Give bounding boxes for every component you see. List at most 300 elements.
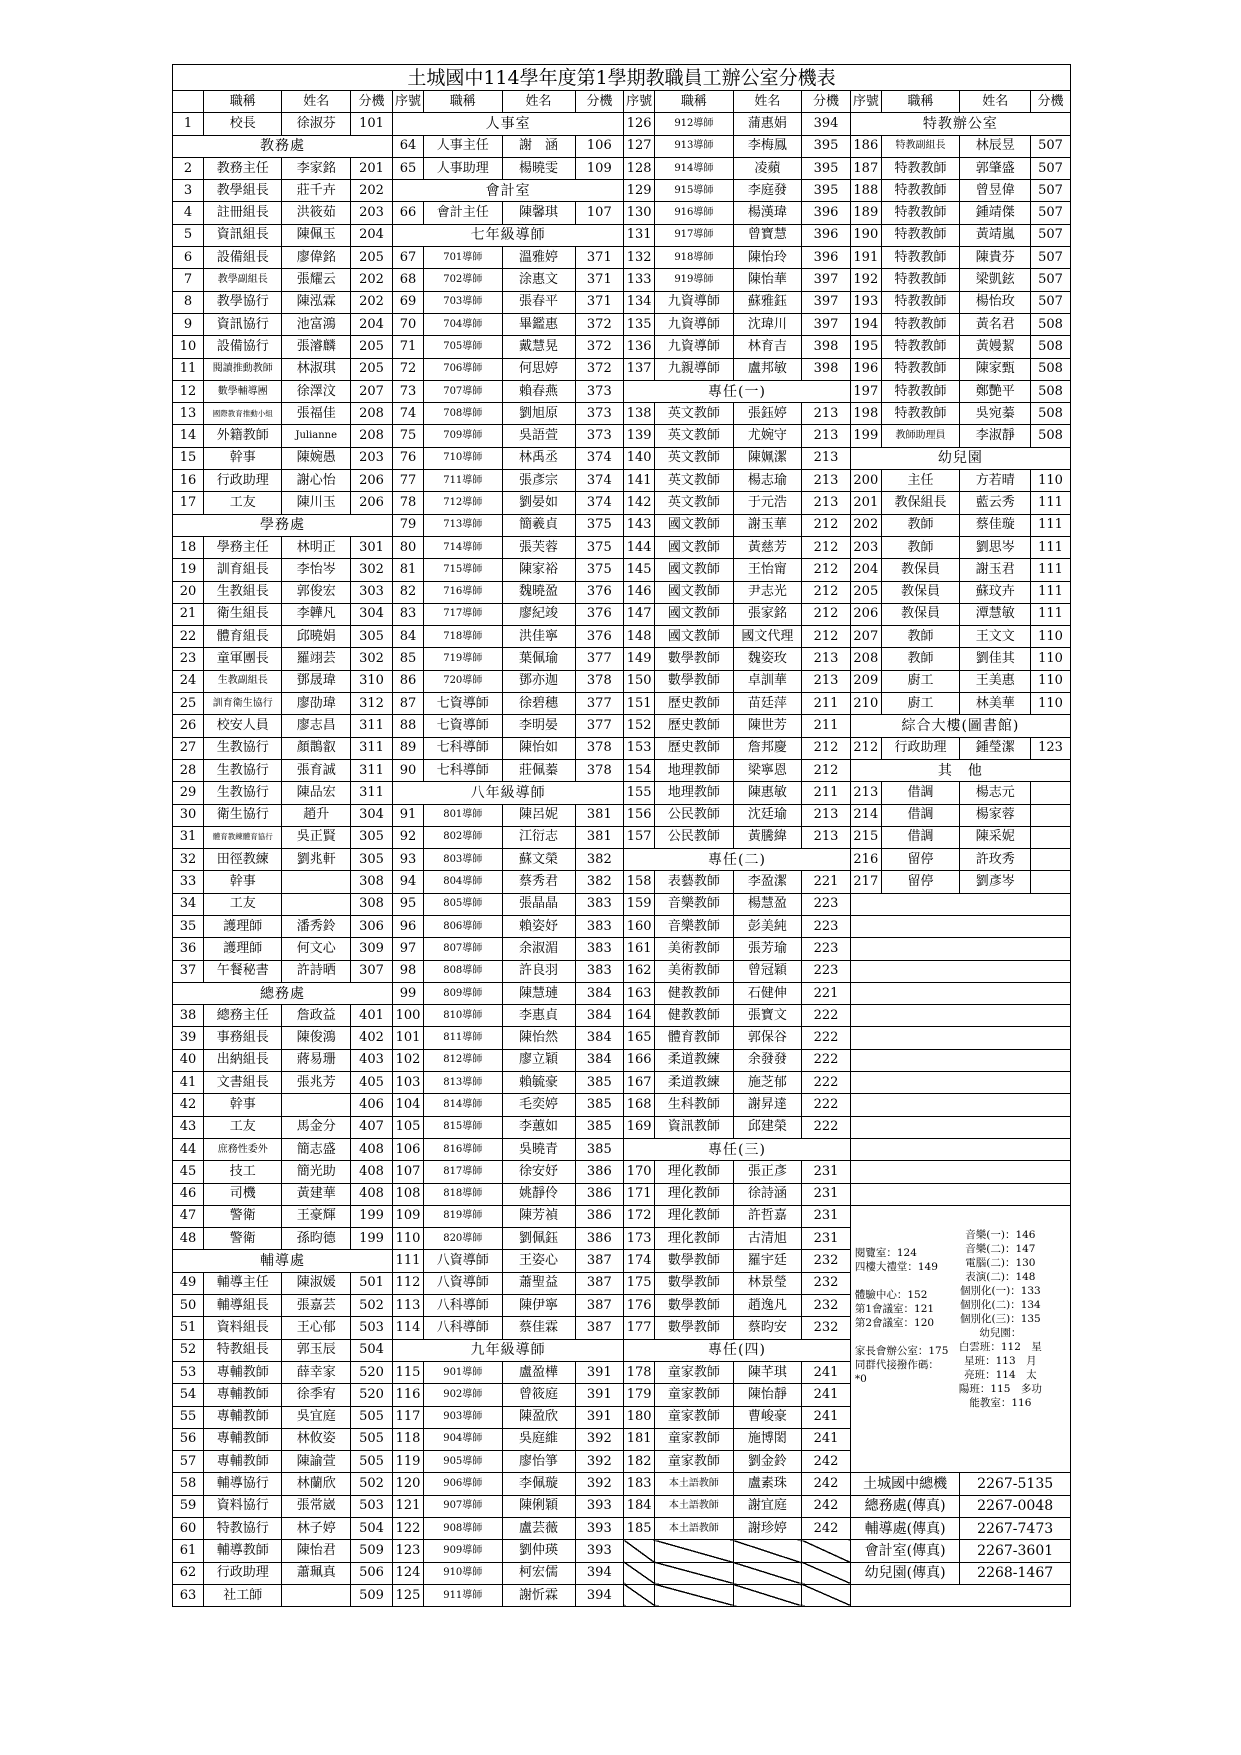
seq-cell: 31 bbox=[173, 826, 204, 848]
ext-cell: 377 bbox=[575, 693, 624, 715]
name-cell: 葉佩瑜 bbox=[502, 648, 575, 670]
ext-cell: 386 bbox=[575, 1161, 624, 1183]
seq-cell: 29 bbox=[173, 782, 204, 804]
name-cell: 沈瑋川 bbox=[733, 313, 802, 335]
ext-cell: 507 bbox=[1031, 269, 1071, 291]
title-cell: 歷史教師 bbox=[655, 715, 734, 737]
ext-cell: 212 bbox=[802, 581, 851, 603]
ext-cell: 384 bbox=[575, 982, 624, 1004]
table-row bbox=[173, 447, 1071, 469]
ext-cell: 223 bbox=[802, 960, 851, 982]
ext-cell: 391 bbox=[575, 1384, 624, 1406]
seq-cell: 183 bbox=[624, 1473, 655, 1495]
title-cell: 體育教練體育協行 bbox=[203, 826, 282, 848]
title-cell: 特教教師 bbox=[881, 224, 960, 246]
title-cell: 特教教師 bbox=[881, 157, 960, 179]
seq-header: 序號 bbox=[850, 91, 881, 113]
ext-cell: 222 bbox=[802, 1005, 851, 1027]
ext-cell: 231 bbox=[802, 1183, 851, 1205]
seq-cell: 191 bbox=[850, 247, 881, 269]
title-cell: 916導師 bbox=[655, 202, 734, 224]
ext-cell: 106 bbox=[575, 135, 624, 157]
title-cell: 表藝教師 bbox=[655, 871, 734, 893]
title-cell: 行政助理 bbox=[203, 470, 282, 492]
ext-cell: 508 bbox=[1031, 403, 1071, 425]
name-cell: Julianne bbox=[282, 425, 351, 447]
title-cell: 國文教師 bbox=[655, 626, 734, 648]
name-cell: 簡志盛 bbox=[282, 1138, 351, 1160]
seq-cell: 178 bbox=[624, 1361, 655, 1383]
ext-cell: 211 bbox=[802, 782, 851, 804]
ext-cell: 231 bbox=[802, 1228, 851, 1250]
title-cell: 出納組長 bbox=[203, 1049, 282, 1071]
seq-cell: 152 bbox=[624, 715, 655, 737]
title-cell: 理化教師 bbox=[655, 1161, 734, 1183]
name-cell: 徐碧穗 bbox=[502, 693, 575, 715]
name-cell: 洪筱茹 bbox=[282, 202, 351, 224]
seq-cell: 33 bbox=[173, 871, 204, 893]
ext-cell: 206 bbox=[351, 492, 393, 514]
seq-cell: 156 bbox=[624, 804, 655, 826]
empty-slot bbox=[624, 1584, 655, 1606]
ext-cell: 110 bbox=[1031, 670, 1071, 692]
title-cell: 814導師 bbox=[424, 1094, 503, 1116]
title-cell: 留停 bbox=[881, 871, 960, 893]
table-row bbox=[173, 202, 1071, 224]
ext-cell: 385 bbox=[575, 1072, 624, 1094]
name-cell: 王美惠 bbox=[960, 670, 1031, 692]
ext-cell: 504 bbox=[351, 1518, 393, 1540]
name-cell: 吳語萱 bbox=[502, 425, 575, 447]
name-cell: 曾筱庭 bbox=[502, 1384, 575, 1406]
name-cell: 賴姿妤 bbox=[502, 915, 575, 937]
ext-header: 分機 bbox=[575, 91, 624, 113]
phone-number: 2267-0048 bbox=[960, 1495, 1071, 1517]
name-cell: 李梅鳳 bbox=[733, 135, 802, 157]
name-cell: 池富鴻 bbox=[282, 313, 351, 335]
table-row bbox=[173, 1540, 1071, 1562]
ext-cell: 207 bbox=[351, 380, 393, 402]
name-cell: 張正彥 bbox=[733, 1161, 802, 1183]
name-cell: 張彥宗 bbox=[502, 470, 575, 492]
seq-cell: 70 bbox=[393, 313, 424, 335]
title-cell: 幹事 bbox=[203, 1094, 282, 1116]
table-row bbox=[173, 581, 1071, 603]
ext-cell: 301 bbox=[351, 536, 393, 558]
seq-cell: 57 bbox=[173, 1451, 204, 1473]
seq-cell: 174 bbox=[624, 1250, 655, 1272]
table-row bbox=[173, 1518, 1071, 1540]
name-cell: 蕭珮真 bbox=[282, 1562, 351, 1584]
title-cell: 特教副組長 bbox=[881, 135, 960, 157]
name-cell: 劉晏如 bbox=[502, 492, 575, 514]
title-cell: 專輔教師 bbox=[203, 1428, 282, 1450]
table-row bbox=[173, 470, 1071, 492]
title-cell: 設備協行 bbox=[203, 336, 282, 358]
phone-label: 土城國中總機 bbox=[850, 1473, 959, 1495]
ext-cell: 205 bbox=[351, 358, 393, 380]
title-cell: 理化教師 bbox=[655, 1228, 734, 1250]
section-header: 專任(三) bbox=[624, 1138, 851, 1160]
title-cell: 九親導師 bbox=[655, 358, 734, 380]
name-cell: 余淑湄 bbox=[502, 938, 575, 960]
note-line: *0 bbox=[854, 1372, 867, 1385]
ext-cell: 212 bbox=[802, 603, 851, 625]
ext-cell: 241 bbox=[802, 1406, 851, 1428]
seq-cell: 199 bbox=[850, 425, 881, 447]
table-row bbox=[173, 313, 1071, 335]
seq-cell: 145 bbox=[624, 559, 655, 581]
table-row bbox=[173, 1005, 1071, 1027]
ext-cell: 213 bbox=[802, 425, 851, 447]
seq-cell: 214 bbox=[850, 804, 881, 826]
name-cell: 楊家蓉 bbox=[960, 804, 1031, 826]
name-cell: 郭玉辰 bbox=[282, 1339, 351, 1361]
ext-cell: 376 bbox=[575, 626, 624, 648]
ext-cell: 204 bbox=[351, 313, 393, 335]
title-cell: 707導師 bbox=[424, 380, 503, 402]
ext-cell: 396 bbox=[802, 202, 851, 224]
name-cell: 于元浩 bbox=[733, 492, 802, 514]
seq-cell: 92 bbox=[393, 826, 424, 848]
title-cell: 801導師 bbox=[424, 804, 503, 826]
seq-cell: 189 bbox=[850, 202, 881, 224]
seq-cell: 10 bbox=[173, 336, 204, 358]
ext-cell: 242 bbox=[802, 1495, 851, 1517]
ext-cell: 223 bbox=[802, 893, 851, 915]
ext-cell: 202 bbox=[351, 269, 393, 291]
seq-cell: 185 bbox=[624, 1518, 655, 1540]
title-cell: 資料組長 bbox=[203, 1317, 282, 1339]
name-cell: 張晶晶 bbox=[502, 893, 575, 915]
ext-cell: 507 bbox=[1031, 157, 1071, 179]
seq-cell: 117 bbox=[393, 1406, 424, 1428]
name-cell: 林景瑩 bbox=[733, 1272, 802, 1294]
title-cell: 九資導師 bbox=[655, 291, 734, 313]
title-cell: 特教教師 bbox=[881, 336, 960, 358]
seq-cell: 53 bbox=[173, 1361, 204, 1383]
ext-cell: 213 bbox=[802, 670, 851, 692]
seq-cell: 94 bbox=[393, 871, 424, 893]
title-cell: 輔導主任 bbox=[203, 1272, 282, 1294]
seq-header: 序號 bbox=[393, 91, 424, 113]
name-cell: 戴慧晃 bbox=[502, 336, 575, 358]
ext-cell: 213 bbox=[802, 648, 851, 670]
table-row bbox=[173, 871, 1071, 893]
seq-header: 序號 bbox=[624, 91, 655, 113]
seq-cell: 118 bbox=[393, 1428, 424, 1450]
title-cell: 人事助理 bbox=[424, 157, 503, 179]
ext-cell: 391 bbox=[575, 1361, 624, 1383]
title-cell: 總務主任 bbox=[203, 1005, 282, 1027]
ext-cell: 393 bbox=[575, 1518, 624, 1540]
empty-cell bbox=[850, 893, 1070, 915]
title-cell: 國文教師 bbox=[655, 514, 734, 536]
empty-cell bbox=[850, 960, 1070, 982]
note-line: 白雲班：112 星 bbox=[958, 1340, 1042, 1353]
ext-cell: 395 bbox=[802, 180, 851, 202]
seq-cell: 88 bbox=[393, 715, 424, 737]
seq-cell: 111 bbox=[393, 1250, 424, 1272]
title-cell: 國文教師 bbox=[655, 603, 734, 625]
title-cell: 衛生協行 bbox=[203, 804, 282, 826]
seq-cell: 54 bbox=[173, 1384, 204, 1406]
seq-cell: 119 bbox=[393, 1451, 424, 1473]
seq-cell: 50 bbox=[173, 1295, 204, 1317]
phone-label: 幼兒園(傳真) bbox=[850, 1562, 959, 1584]
name-cell: 廖立穎 bbox=[502, 1049, 575, 1071]
name-cell: 陳品宏 bbox=[282, 782, 351, 804]
name-cell: 陳泓霖 bbox=[282, 291, 351, 313]
seq-cell: 213 bbox=[850, 782, 881, 804]
title-cell: 特教教師 bbox=[881, 313, 960, 335]
name-cell: 李惠貞 bbox=[502, 1005, 575, 1027]
title-cell: 教學副組長 bbox=[203, 269, 282, 291]
seq-cell: 8 bbox=[173, 291, 204, 313]
ext-cell: 111 bbox=[1031, 603, 1071, 625]
title-cell: 813導師 bbox=[424, 1072, 503, 1094]
name-cell bbox=[282, 871, 351, 893]
seq-cell: 35 bbox=[173, 915, 204, 937]
title-cell: 庶務性委外 bbox=[203, 1138, 282, 1160]
note-line: 個別化(三)：135 bbox=[960, 1312, 1041, 1325]
name-cell: 溫雅婷 bbox=[502, 247, 575, 269]
room-notes-left bbox=[855, 1246, 949, 1386]
title-cell: 美術教師 bbox=[655, 938, 734, 960]
ext-cell bbox=[1031, 782, 1071, 804]
ext-cell: 307 bbox=[351, 960, 393, 982]
title-cell: 本土語教師 bbox=[655, 1495, 734, 1517]
table-row bbox=[173, 737, 1071, 759]
ext-cell: 503 bbox=[351, 1317, 393, 1339]
seq-cell: 22 bbox=[173, 626, 204, 648]
ext-cell: 111 bbox=[1031, 492, 1071, 514]
name-cell: 陳慧璉 bbox=[502, 982, 575, 1004]
title-cell: 710導師 bbox=[424, 447, 503, 469]
seq-cell: 153 bbox=[624, 737, 655, 759]
title-cell: 817導師 bbox=[424, 1161, 503, 1183]
name-cell: 陳怡君 bbox=[282, 1540, 351, 1562]
ext-cell: 202 bbox=[351, 180, 393, 202]
name-cell: 陳盈欣 bbox=[502, 1406, 575, 1428]
ext-cell: 211 bbox=[802, 693, 851, 715]
empty-cell bbox=[850, 1049, 1070, 1071]
name-cell: 張福佳 bbox=[282, 403, 351, 425]
ext-cell: 507 bbox=[1031, 202, 1071, 224]
title-cell: 本土語教師 bbox=[655, 1518, 734, 1540]
ext-cell: 373 bbox=[575, 425, 624, 447]
title-cell: 專輔教師 bbox=[203, 1406, 282, 1428]
ext-cell: 241 bbox=[802, 1428, 851, 1450]
name-cell: 張嘉芸 bbox=[282, 1295, 351, 1317]
extension-table bbox=[172, 90, 1071, 1607]
ext-cell: 222 bbox=[802, 1116, 851, 1138]
title-cell: 留停 bbox=[881, 849, 960, 871]
ext-cell: 376 bbox=[575, 603, 624, 625]
ext-cell: 208 bbox=[351, 425, 393, 447]
seq-cell: 141 bbox=[624, 470, 655, 492]
title-cell: 教師 bbox=[881, 626, 960, 648]
seq-cell: 134 bbox=[624, 291, 655, 313]
title-cell: 人事主任 bbox=[424, 135, 503, 157]
name-cell: 涂惠文 bbox=[502, 269, 575, 291]
ext-cell: 308 bbox=[351, 893, 393, 915]
seq-cell: 192 bbox=[850, 269, 881, 291]
ext-cell: 383 bbox=[575, 960, 624, 982]
title-cell: 812導師 bbox=[424, 1049, 503, 1071]
seq-cell: 91 bbox=[393, 804, 424, 826]
seq-cell: 168 bbox=[624, 1094, 655, 1116]
name-header: 姓名 bbox=[502, 91, 575, 113]
seq-cell: 114 bbox=[393, 1317, 424, 1339]
seq-cell: 204 bbox=[850, 559, 881, 581]
name-cell: 蘇玟卉 bbox=[960, 581, 1031, 603]
table-row bbox=[173, 380, 1071, 402]
note-line: 能教室：116 bbox=[969, 1396, 1032, 1409]
seq-cell: 46 bbox=[173, 1183, 204, 1205]
ext-cell: 242 bbox=[802, 1518, 851, 1540]
name-cell: 張常崴 bbox=[282, 1495, 351, 1517]
ext-cell: 520 bbox=[351, 1384, 393, 1406]
title-cell: 主任 bbox=[881, 470, 960, 492]
title-cell: 717導師 bbox=[424, 603, 503, 625]
name-cell: 盧盈樺 bbox=[502, 1361, 575, 1383]
seq-cell: 108 bbox=[393, 1183, 424, 1205]
name-cell: 謝玉華 bbox=[733, 514, 802, 536]
name-cell: 林攸姿 bbox=[282, 1428, 351, 1450]
ext-cell: 387 bbox=[575, 1272, 624, 1294]
name-cell: 趙升 bbox=[282, 804, 351, 826]
title-cell: 理化教師 bbox=[655, 1205, 734, 1227]
name-cell: 凌蘋 bbox=[733, 157, 802, 179]
name-cell: 黃嫚絜 bbox=[960, 336, 1031, 358]
ext-cell: 205 bbox=[351, 247, 393, 269]
note-line: 第2會議室：120 bbox=[854, 1316, 935, 1329]
seq-cell: 198 bbox=[850, 403, 881, 425]
name-cell: 徐季宥 bbox=[282, 1384, 351, 1406]
ext-cell: 199 bbox=[351, 1205, 393, 1227]
title-cell: 廚工 bbox=[881, 670, 960, 692]
seq-cell: 150 bbox=[624, 670, 655, 692]
name-cell: 蘇文榮 bbox=[502, 849, 575, 871]
name-cell: 李庭發 bbox=[733, 180, 802, 202]
name-cell: 張寶文 bbox=[733, 1005, 802, 1027]
table-row bbox=[173, 291, 1071, 313]
name-cell: 江衍志 bbox=[502, 826, 575, 848]
name-cell: 吳正賢 bbox=[282, 826, 351, 848]
seq-cell: 77 bbox=[393, 470, 424, 492]
name-cell: 謝玉君 bbox=[960, 559, 1031, 581]
ext-cell: 311 bbox=[351, 715, 393, 737]
table-row bbox=[173, 670, 1071, 692]
seq-header bbox=[173, 91, 204, 113]
seq-cell: 190 bbox=[850, 224, 881, 246]
ext-cell: 374 bbox=[575, 447, 624, 469]
phone-number: 2267-3601 bbox=[960, 1540, 1071, 1562]
name-cell: 曾冠穎 bbox=[733, 960, 802, 982]
title-header: 職稱 bbox=[655, 91, 734, 113]
seq-cell: 67 bbox=[393, 247, 424, 269]
title-cell: 819導師 bbox=[424, 1205, 503, 1227]
note-line: 表演(二)：148 bbox=[965, 1270, 1036, 1283]
title-cell: 904導師 bbox=[424, 1428, 503, 1450]
name-cell: 蔡秀君 bbox=[502, 871, 575, 893]
name-cell: 陳佩玉 bbox=[282, 224, 351, 246]
title-cell: 護理師 bbox=[203, 938, 282, 960]
title-cell: 八資導師 bbox=[424, 1272, 503, 1294]
seq-cell: 73 bbox=[393, 380, 424, 402]
title-cell: 914導師 bbox=[655, 157, 734, 179]
name-cell: 國文代理 bbox=[733, 626, 802, 648]
name-cell: 鄧亦迦 bbox=[502, 670, 575, 692]
title-cell: 802導師 bbox=[424, 826, 503, 848]
seq-cell: 65 bbox=[393, 157, 424, 179]
seq-cell: 75 bbox=[393, 425, 424, 447]
ext-cell: 398 bbox=[802, 358, 851, 380]
table-row bbox=[173, 715, 1071, 737]
table-row bbox=[173, 135, 1071, 157]
title-cell: 童家教師 bbox=[655, 1451, 734, 1473]
name-cell: 尤婉守 bbox=[733, 425, 802, 447]
title-cell: 906導師 bbox=[424, 1473, 503, 1495]
name-cell: 蕭聖益 bbox=[502, 1272, 575, 1294]
name-header: 姓名 bbox=[282, 91, 351, 113]
name-cell: 許詩晒 bbox=[282, 960, 351, 982]
ext-cell: 241 bbox=[802, 1361, 851, 1383]
seq-cell: 169 bbox=[624, 1116, 655, 1138]
ext-cell: 206 bbox=[351, 470, 393, 492]
ext-cell: 223 bbox=[802, 938, 851, 960]
name-cell: 蔡佳霖 bbox=[502, 1317, 575, 1339]
title-cell: 事務組長 bbox=[203, 1027, 282, 1049]
name-cell: 梁寧恩 bbox=[733, 759, 802, 781]
title-cell: 資訊協行 bbox=[203, 313, 282, 335]
title-cell: 數學教師 bbox=[655, 648, 734, 670]
title-cell: 七資導師 bbox=[424, 715, 503, 737]
ext-cell: 212 bbox=[802, 626, 851, 648]
name-cell: 劉金鈴 bbox=[733, 1451, 802, 1473]
table-row bbox=[173, 492, 1071, 514]
seq-cell: 84 bbox=[393, 626, 424, 648]
seq-cell: 135 bbox=[624, 313, 655, 335]
table-row bbox=[173, 247, 1071, 269]
name-cell: 廖怡箏 bbox=[502, 1451, 575, 1473]
title-cell: 本土語教師 bbox=[655, 1473, 734, 1495]
ext-cell: 110 bbox=[1031, 626, 1071, 648]
ext-cell: 387 bbox=[575, 1250, 624, 1272]
table-row bbox=[173, 403, 1071, 425]
name-cell: 簡羲貞 bbox=[502, 514, 575, 536]
title-header: 職稱 bbox=[881, 91, 960, 113]
ext-cell: 232 bbox=[802, 1317, 851, 1339]
ext-header: 分機 bbox=[351, 91, 393, 113]
name-cell: 林蘭欣 bbox=[282, 1473, 351, 1495]
seq-cell: 63 bbox=[173, 1584, 204, 1606]
seq-cell: 79 bbox=[393, 514, 424, 536]
seq-cell: 187 bbox=[850, 157, 881, 179]
empty-slot bbox=[733, 1584, 802, 1606]
ext-cell: 221 bbox=[802, 871, 851, 893]
table-row bbox=[173, 1116, 1071, 1138]
title-cell: 生教協行 bbox=[203, 759, 282, 781]
name-cell: 張育誠 bbox=[282, 759, 351, 781]
name-cell: 張芙蓉 bbox=[502, 536, 575, 558]
seq-cell: 34 bbox=[173, 893, 204, 915]
ext-cell: 371 bbox=[575, 269, 624, 291]
title-cell: 輔導組長 bbox=[203, 1295, 282, 1317]
title-cell: 生教副組長 bbox=[203, 670, 282, 692]
title-cell: 文書組長 bbox=[203, 1072, 282, 1094]
